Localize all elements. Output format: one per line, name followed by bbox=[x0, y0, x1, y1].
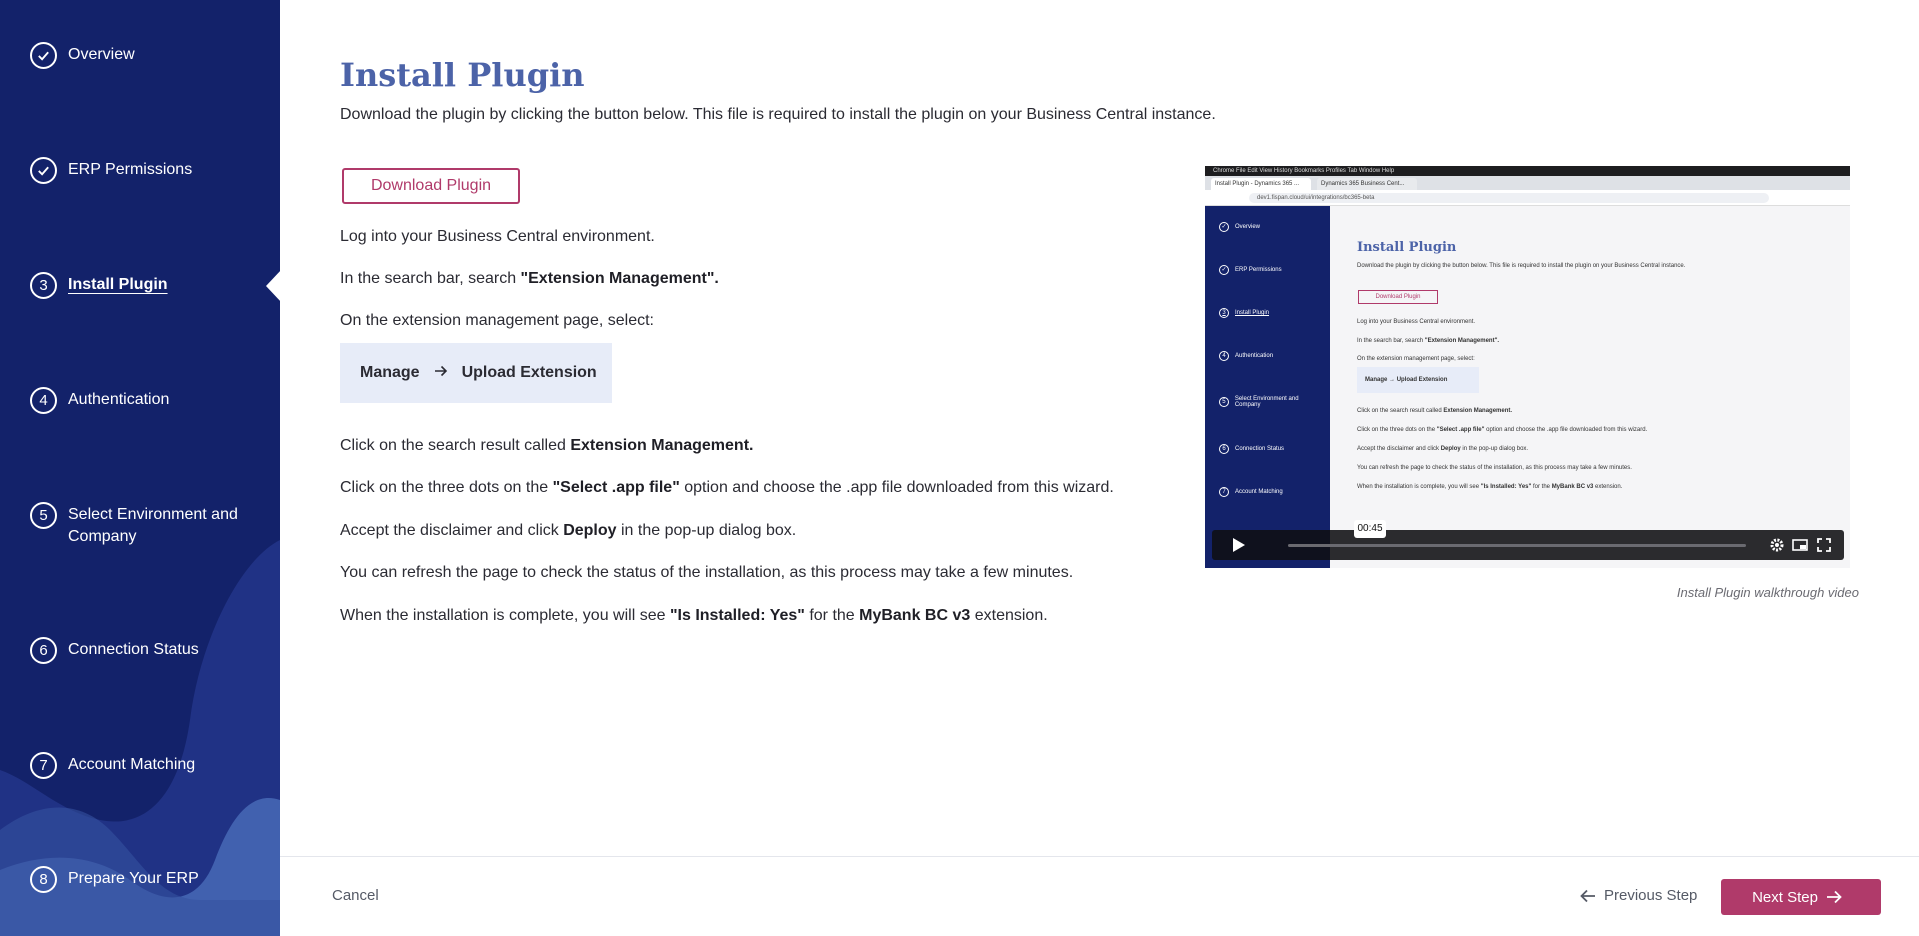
instruction-text: in the pop-up dialog box. bbox=[616, 522, 797, 539]
video-progress-track[interactable] bbox=[1288, 523, 1746, 547]
sidebar-item-overview[interactable] bbox=[30, 42, 258, 69]
instruction-text: extension. bbox=[970, 607, 1048, 624]
sidebar-item-install-plugin[interactable] bbox=[30, 272, 258, 299]
video-timestamp: 00:45 bbox=[1354, 520, 1386, 538]
sidebar-item-authentication[interactable] bbox=[30, 387, 258, 414]
video-line-text: Click on the three dots on the bbox=[1357, 427, 1437, 433]
instruction-complete bbox=[340, 607, 1048, 625]
sidebar-item-label: ERP Permissions bbox=[68, 161, 193, 178]
sidebar-item-connection-status[interactable] bbox=[30, 637, 258, 664]
instruction-refresh: You can refresh the page to check the status of the installation, as this process may take a few minutes. bbox=[340, 564, 1074, 581]
video-mac-menubar: Chrome File Edit View History Bookmarks Profiles Tab Window Help bbox=[1205, 166, 1850, 176]
video-step-label: Authentication bbox=[1235, 353, 1274, 359]
sidebar-item-select-environment[interactable] bbox=[30, 502, 258, 548]
wizard-sidebar bbox=[0, 0, 280, 936]
settings-gear-icon[interactable] bbox=[1767, 535, 1787, 555]
check-icon: ✓ bbox=[1219, 222, 1229, 232]
video-line-text: option and choose the .app file downloaded from this wizard. bbox=[1484, 427, 1648, 433]
video-manage-label: Manage bbox=[1365, 377, 1388, 383]
play-icon[interactable] bbox=[1220, 534, 1258, 556]
video-line bbox=[1357, 484, 1622, 490]
video-browser-tabs bbox=[1205, 176, 1850, 190]
sidebar-item-label: Overview bbox=[68, 46, 135, 63]
video-caption: Install Plugin walkthrough video bbox=[1676, 585, 1859, 600]
video-step-label: Install Plugin bbox=[1235, 310, 1270, 316]
video-line-text: in the pop-up dialog box. bbox=[1460, 446, 1529, 452]
instruction-text: In the search bar, search bbox=[340, 270, 521, 287]
instruction-login: Log into your Business Central environment. bbox=[340, 228, 655, 245]
wizard-footer bbox=[280, 856, 1919, 936]
instruction-emphasis: Deploy bbox=[563, 522, 617, 539]
sidebar-item-label: Select Environment and Company bbox=[68, 506, 238, 545]
check-icon: ✓ bbox=[1219, 265, 1229, 275]
next-step-label: Next Step bbox=[1752, 888, 1818, 906]
previous-step-label: Previous Step bbox=[1604, 887, 1698, 904]
video-step-label: Overview bbox=[1235, 224, 1261, 230]
instruction-text: Accept the disclaimer and click bbox=[340, 522, 564, 539]
video-manage-box: Manage → Upload Extension bbox=[1357, 367, 1479, 393]
video-step-number: 3 bbox=[1219, 308, 1229, 318]
picture-in-picture-icon[interactable] bbox=[1790, 535, 1810, 555]
sidebar-item-erp-permissions[interactable] bbox=[30, 157, 258, 184]
step-number: 5 bbox=[30, 502, 57, 529]
video-line bbox=[1357, 427, 1647, 433]
sidebar-item-label: Connection Status bbox=[68, 641, 199, 658]
instruction-text: When the installation is complete, you will see bbox=[340, 607, 670, 624]
check-icon bbox=[30, 157, 57, 184]
instruction-emphasis: "Extension Management". bbox=[520, 270, 719, 287]
instruction-search bbox=[340, 270, 719, 288]
sidebar-item-label: Prepare Your ERP bbox=[68, 870, 199, 887]
video-step bbox=[1219, 444, 1284, 454]
video-controls bbox=[1212, 523, 1844, 560]
video-browser-tab: Dynamics 365 Business Cent... bbox=[1317, 178, 1417, 190]
step-number: 7 bbox=[30, 752, 57, 779]
video-line-emphasis: MyBank BC v3 bbox=[1551, 484, 1594, 490]
video-line-emphasis: "Select .app file" bbox=[1436, 427, 1485, 433]
video-step-label: Connection Status bbox=[1235, 446, 1285, 452]
sidebar-item-prepare-erp[interactable] bbox=[30, 866, 258, 893]
instruction-emphasis: "Is Installed: Yes" bbox=[669, 607, 805, 624]
instruction-accept bbox=[340, 522, 796, 540]
download-plugin-button[interactable]: Download Plugin bbox=[342, 168, 520, 204]
next-step-button[interactable] bbox=[1721, 879, 1881, 915]
instruction-text: Click on the search result called bbox=[340, 437, 571, 454]
video-browser-urlbar bbox=[1205, 190, 1850, 206]
video-sidebar-preview bbox=[1205, 206, 1330, 568]
check-icon bbox=[30, 42, 57, 69]
video-download-button: Download Plugin bbox=[1358, 290, 1438, 304]
video-line-text: Accept the disclaimer and click bbox=[1357, 446, 1441, 452]
video-line-emphasis: "Extension Management". bbox=[1424, 338, 1500, 344]
active-step-pointer bbox=[266, 270, 280, 302]
step-number: 8 bbox=[30, 866, 57, 893]
video-step bbox=[1219, 222, 1260, 232]
video-browser-tab: Install Plugin - Dynamics 365 ... bbox=[1211, 178, 1311, 190]
sidebar-item-label: Install Plugin bbox=[68, 276, 168, 293]
video-line-emphasis: Extension Management. bbox=[1443, 408, 1513, 414]
video-step-label: Select Environment and Company bbox=[1234, 396, 1299, 408]
video-step bbox=[1219, 396, 1324, 408]
video-upload-label: Upload Extension bbox=[1396, 377, 1448, 383]
instruction-emphasis: Extension Management. bbox=[570, 437, 754, 454]
video-line-emphasis: "Is Installed: Yes" bbox=[1480, 484, 1532, 490]
video-line bbox=[1357, 446, 1528, 452]
step-number: 6 bbox=[30, 637, 57, 664]
manage-path-box bbox=[340, 343, 612, 403]
video-step-label: Account Matching bbox=[1235, 489, 1283, 495]
video-step bbox=[1219, 487, 1283, 497]
previous-step-button[interactable] bbox=[1572, 887, 1697, 904]
video-page-title: Install Plugin bbox=[1357, 240, 1457, 255]
video-url: dev1.fispan.cloud/ui/integrations/bc365-beta bbox=[1249, 193, 1769, 203]
page-title: Install Plugin bbox=[340, 56, 585, 94]
video-step-number: 6 bbox=[1219, 444, 1229, 454]
sidebar-item-label: Account Matching bbox=[68, 756, 196, 773]
arrow-right-icon bbox=[434, 364, 448, 382]
video-line-text: In the search bar, search bbox=[1357, 338, 1425, 344]
video-step-number: 7 bbox=[1219, 487, 1229, 497]
walkthrough-video[interactable] bbox=[1205, 166, 1850, 568]
video-line bbox=[1357, 408, 1512, 414]
video-line-emphasis: Deploy bbox=[1440, 446, 1461, 452]
video-line bbox=[1357, 338, 1499, 344]
page-subtitle: Download the plugin by clicking the button below. This file is required to install the plugin on your Business Central instance. bbox=[340, 106, 1216, 123]
video-line-text: extension. bbox=[1593, 484, 1623, 490]
step-number: 4 bbox=[30, 387, 57, 414]
instruction-click-result bbox=[340, 437, 753, 455]
video-line-text: for the bbox=[1531, 484, 1552, 490]
video-line: On the extension management page, select: bbox=[1357, 356, 1475, 362]
arrow-right-icon bbox=[1826, 890, 1842, 904]
upload-extension-label: Upload Extension bbox=[461, 364, 597, 381]
instruction-text: Click on the three dots on the bbox=[340, 479, 553, 496]
video-step bbox=[1219, 351, 1273, 361]
fullscreen-icon[interactable] bbox=[1814, 535, 1834, 555]
video-line: You can refresh the page to check the status of the installation, as this process may take a few minutes. bbox=[1357, 465, 1632, 471]
video-subtitle: Download the plugin by clicking the button below. This file is required to install the plugin on your Business Central instance. bbox=[1357, 263, 1686, 269]
video-line: Log into your Business Central environment. bbox=[1357, 319, 1476, 325]
video-step bbox=[1219, 265, 1282, 275]
instruction-extension-page: On the extension management page, select: bbox=[340, 312, 654, 329]
sidebar-item-label: Authentication bbox=[68, 391, 170, 408]
arrow-left-icon bbox=[1580, 889, 1596, 903]
video-step-number: 4 bbox=[1219, 351, 1229, 361]
video-line-text: When the installation is complete, you will see bbox=[1357, 484, 1481, 490]
step-number: 3 bbox=[30, 272, 57, 299]
manage-label: Manage bbox=[360, 364, 420, 381]
main-content bbox=[280, 0, 1919, 856]
video-step bbox=[1219, 308, 1269, 318]
video-step-number: 5 bbox=[1219, 397, 1229, 407]
video-line-text: Click on the search result called bbox=[1357, 408, 1444, 414]
instruction-text: option and choose the .app file downloaded from this wizard. bbox=[679, 479, 1114, 496]
instruction-text: for the bbox=[804, 607, 860, 624]
cancel-button[interactable]: Cancel bbox=[332, 887, 379, 904]
sidebar-item-account-matching[interactable] bbox=[30, 752, 258, 779]
instruction-emphasis: MyBank BC v3 bbox=[859, 607, 971, 624]
instruction-emphasis: "Select .app file" bbox=[552, 479, 680, 496]
sidebar-wave-decoration bbox=[0, 0, 280, 936]
instruction-three-dots bbox=[340, 479, 1114, 497]
video-step-label: ERP Permissions bbox=[1235, 267, 1282, 273]
